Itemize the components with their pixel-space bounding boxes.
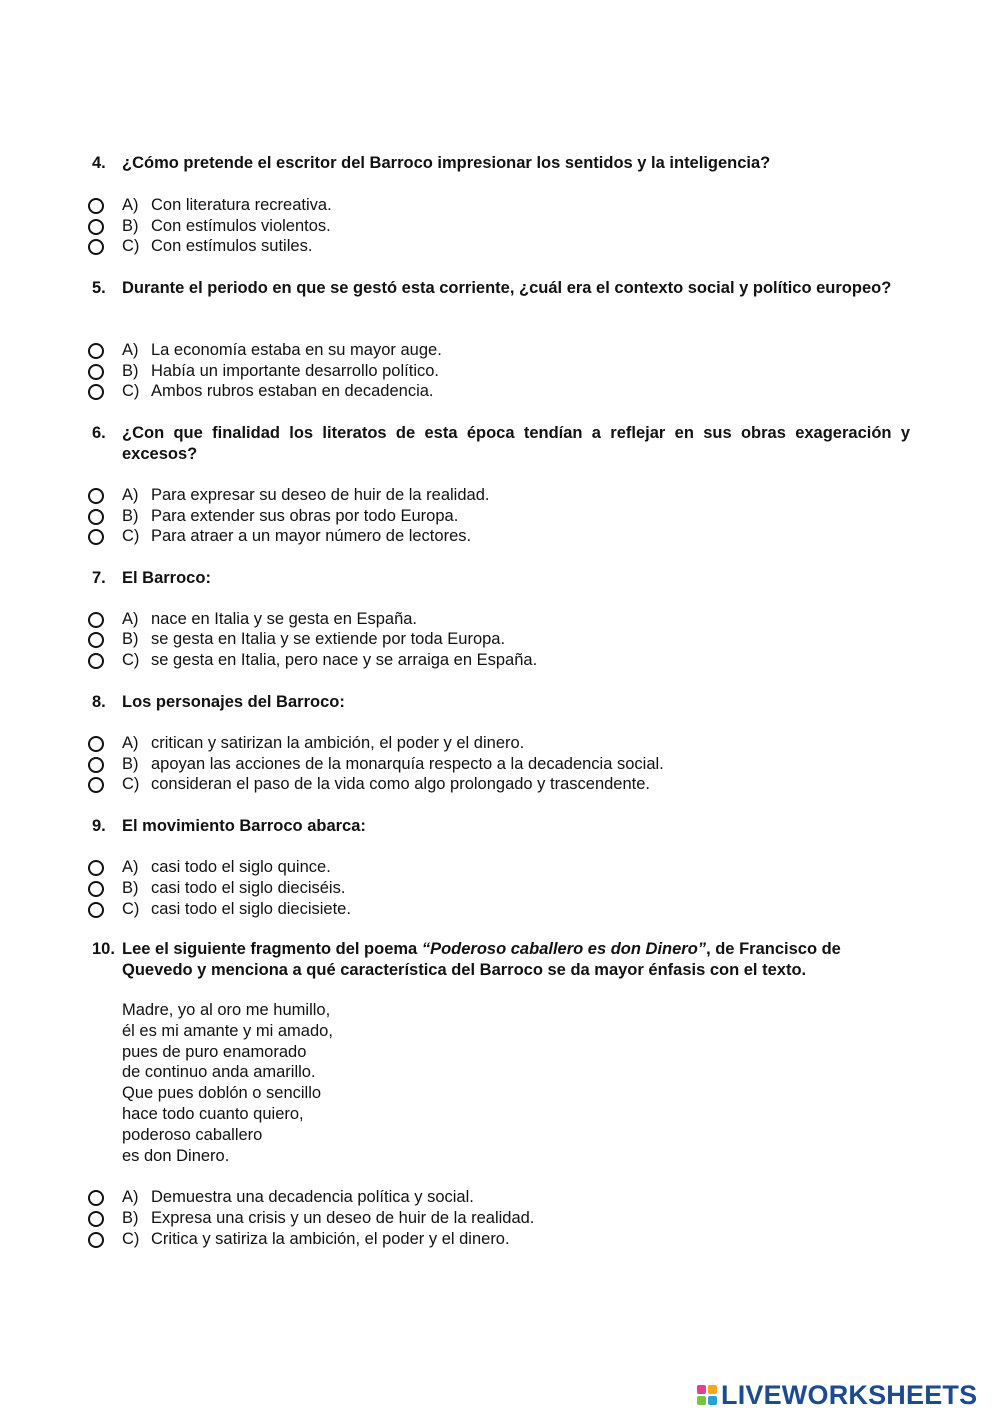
option-text: casi todo el siglo dieciséis. bbox=[151, 879, 346, 897]
option-text: se gesta en Italia y se extiende por toda Europa. bbox=[151, 630, 506, 648]
option-letter: B) bbox=[122, 1209, 139, 1227]
question-text-start: Lee el siguiente fragmento del poema bbox=[122, 940, 422, 958]
option-letter: C) bbox=[122, 1230, 140, 1248]
option-text: consideran el paso de la vida como algo prolongado y trascendente. bbox=[151, 775, 650, 793]
question-text: El movimiento Barroco abarca: bbox=[122, 817, 366, 835]
question-number: 4. bbox=[92, 154, 106, 172]
radio-5c[interactable] bbox=[88, 384, 104, 400]
poem-line: Madre, yo al oro me humillo, bbox=[122, 1001, 331, 1019]
radio-9a[interactable] bbox=[88, 860, 104, 876]
radio-9c[interactable] bbox=[88, 902, 104, 918]
option-letter: A) bbox=[122, 1188, 139, 1206]
poem-line: es don Dinero. bbox=[122, 1146, 230, 1165]
question-number: 6. bbox=[92, 424, 106, 442]
radio-5b[interactable] bbox=[88, 364, 104, 380]
question-6 bbox=[92, 423, 910, 465]
option-text: Critica y satiriza la ambición, el poder y el dinero. bbox=[151, 1230, 510, 1248]
option-letter: C) bbox=[122, 651, 140, 669]
option-text: se gesta en Italia, pero nace y se arraiga en España. bbox=[151, 651, 538, 669]
radio-6c[interactable] bbox=[88, 529, 104, 545]
radio-4a[interactable] bbox=[88, 198, 104, 214]
option-text: Para extender sus obras por todo Europa. bbox=[151, 507, 459, 525]
option-text: nace en Italia y se gesta en España. bbox=[151, 610, 418, 628]
option-text: casi todo el siglo diecisiete. bbox=[151, 900, 351, 918]
radio-10c[interactable] bbox=[88, 1232, 104, 1248]
option-letter: C) bbox=[122, 775, 140, 793]
logo-mark-icon bbox=[697, 1385, 717, 1405]
radio-10a[interactable] bbox=[88, 1190, 104, 1206]
question-text: ¿Cómo pretende el escritor del Barroco impresionar los sentidos y la inteligencia? bbox=[122, 154, 771, 172]
option-text: critican y satirizan la ambición, el poder y el dinero. bbox=[151, 734, 525, 752]
radio-8c[interactable] bbox=[88, 777, 104, 793]
option-letter: B) bbox=[122, 507, 139, 525]
question-text: El Barroco: bbox=[122, 569, 211, 587]
question-text: ¿Con que finalidad los literatos de esta época tendían a reflejar en sus obras exageración y excesos? bbox=[122, 424, 910, 463]
option-text: Para atraer a un mayor número de lectores. bbox=[151, 527, 472, 545]
option-letter: A) bbox=[122, 610, 139, 628]
logo-text: LIVEWORKSHEETS bbox=[721, 1379, 978, 1410]
option-text: Expresa una crisis y un deseo de huir de la realidad. bbox=[151, 1209, 535, 1227]
option-letter: B) bbox=[122, 879, 139, 897]
option-text: apoyan las acciones de la monarquía respecto a la decadencia social. bbox=[151, 755, 664, 773]
option-letter: A) bbox=[122, 858, 139, 876]
question-10 bbox=[92, 939, 910, 981]
question-5 bbox=[92, 278, 910, 299]
option-letter: B) bbox=[122, 217, 139, 235]
question-number: 10. bbox=[92, 940, 115, 958]
radio-7b[interactable] bbox=[88, 632, 104, 648]
question-number: 9. bbox=[92, 817, 106, 835]
option-text: Ambos rubros estaban en decadencia. bbox=[151, 382, 434, 400]
radio-6b[interactable] bbox=[88, 509, 104, 525]
option-text: casi todo el siglo quince. bbox=[151, 858, 331, 876]
question-text bbox=[122, 939, 910, 981]
poem-line: Que pues doblón o sencillo bbox=[122, 1084, 322, 1103]
poem-line: de continuo anda amarillo. bbox=[122, 1063, 316, 1082]
option-text: La economía estaba en su mayor auge. bbox=[151, 341, 442, 359]
question-number: 8. bbox=[92, 693, 106, 711]
radio-9b[interactable] bbox=[88, 881, 104, 897]
question-number: 5. bbox=[92, 279, 106, 297]
radio-5a[interactable] bbox=[88, 343, 104, 359]
radio-7a[interactable] bbox=[88, 612, 104, 628]
radio-4c[interactable] bbox=[88, 239, 104, 255]
question-text-end: , de Francisco de Quevedo y menciona a qué característica del Barroco se da mayor énfasis con el texto. bbox=[122, 940, 841, 979]
option-text: Demuestra una decadencia política y social. bbox=[151, 1188, 474, 1206]
option-letter: A) bbox=[122, 486, 139, 504]
option-text: Para expresar su deseo de huir de la realidad. bbox=[151, 486, 490, 504]
option-letter: C) bbox=[122, 382, 140, 400]
option-letter: B) bbox=[122, 362, 139, 380]
option-letter: C) bbox=[122, 900, 140, 918]
option-letter: A) bbox=[122, 734, 139, 752]
poem-line: hace todo cuanto quiero, bbox=[122, 1104, 304, 1123]
option-letter: B) bbox=[122, 630, 139, 648]
option-letter: C) bbox=[122, 527, 140, 545]
poem-line: pues de puro enamorado bbox=[122, 1042, 307, 1061]
question-number: 7. bbox=[92, 569, 106, 587]
poem-fragment bbox=[122, 1000, 333, 1166]
option-text: Con estímulos sutiles. bbox=[151, 237, 313, 255]
option-letter: C) bbox=[122, 237, 140, 255]
radio-8b[interactable] bbox=[88, 757, 104, 773]
option-letter: A) bbox=[122, 341, 139, 359]
radio-10b[interactable] bbox=[88, 1211, 104, 1227]
question-8 bbox=[92, 692, 910, 713]
poem-line: él es mi amante y mi amado, bbox=[122, 1021, 333, 1040]
poem-line: poderoso caballero bbox=[122, 1125, 263, 1144]
option-text: Con estímulos violentos. bbox=[151, 217, 331, 235]
question-text: Durante el periodo en que se gestó esta corriente, ¿cuál era el contexto social y político europeo? bbox=[122, 279, 892, 297]
radio-4b[interactable] bbox=[88, 219, 104, 235]
option-letter: B) bbox=[122, 755, 139, 773]
question-4 bbox=[92, 153, 910, 174]
option-text: Había un importante desarrollo político. bbox=[151, 362, 439, 380]
option-letter: A) bbox=[122, 196, 139, 214]
radio-7c[interactable] bbox=[88, 653, 104, 669]
question-9 bbox=[92, 816, 910, 837]
question-7 bbox=[92, 568, 910, 589]
option-text: Con literatura recreativa. bbox=[151, 196, 332, 214]
radio-8a[interactable] bbox=[88, 736, 104, 752]
radio-6a[interactable] bbox=[88, 488, 104, 504]
poem-title: “Poderoso caballero es don Dinero” bbox=[421, 940, 707, 958]
question-text: Los personajes del Barroco: bbox=[122, 693, 345, 711]
liveworksheets-logo bbox=[697, 1378, 977, 1412]
